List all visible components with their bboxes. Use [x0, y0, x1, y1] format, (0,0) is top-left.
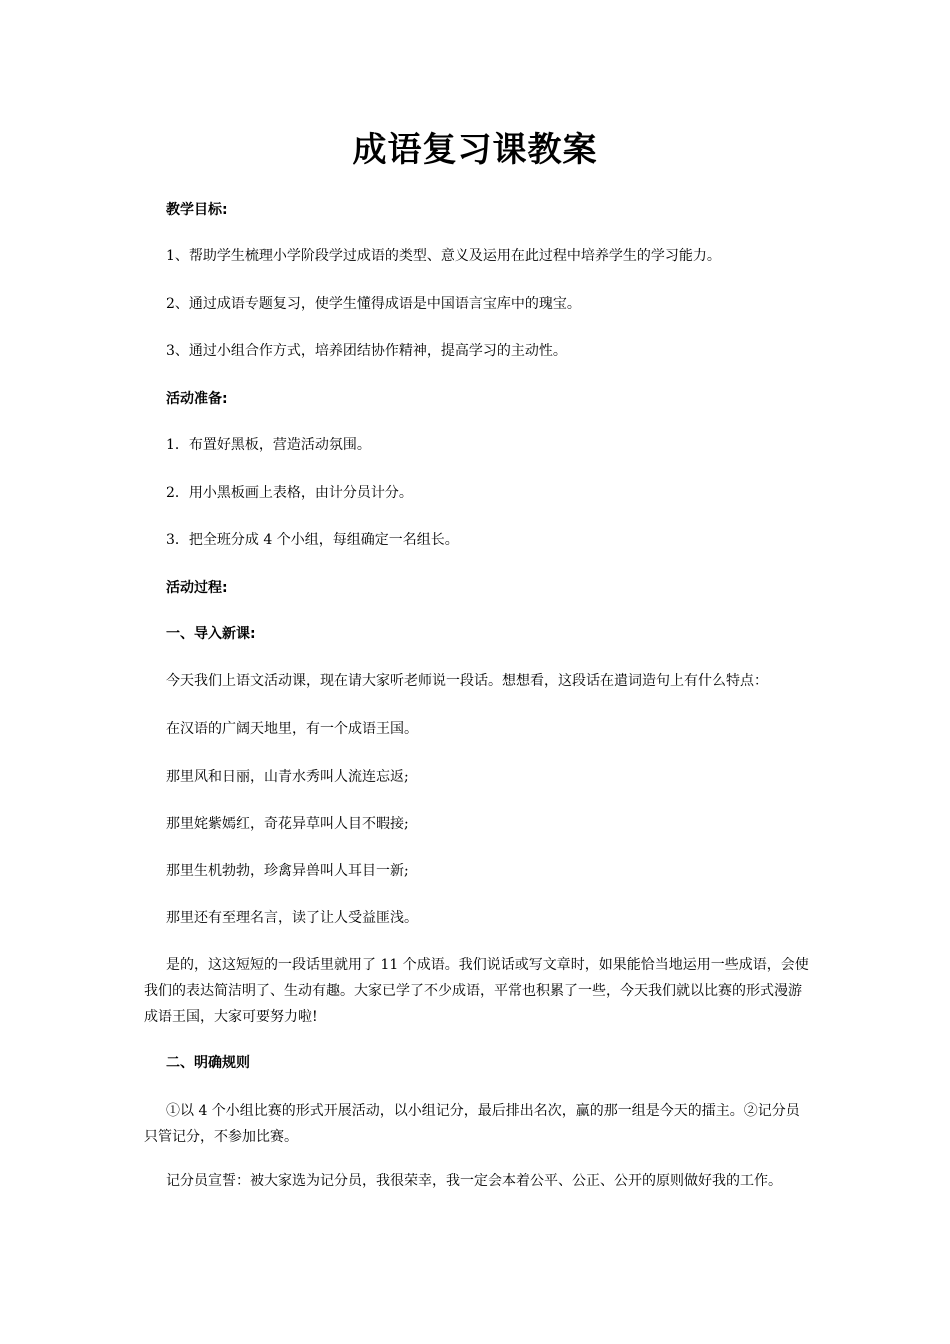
prep-item-1: 1．布置好黑板，营造活动氛围。: [166, 437, 371, 453]
section1-summary: 是的，这这短短的一段话里就用了 11 个成语。我们说话或写文章时，如果能恰当地运用一些成语，会使我们的表达简洁明了、生动有趣。大家已学了不少成语，平常也积累了一些，今天我们就以比赛的形式漫游成语王国，大家可要努力啦!: [144, 957, 809, 1025]
goal-item-1: 1、帮助学生梳理小学阶段学过成语的类型、意义及运用在此过程中培养学生的学习能力。: [166, 248, 721, 264]
section1-heading: 一、导入新课:: [166, 626, 256, 642]
prep-item-2: 2．用小黑板画上表格，由计分员计分。: [166, 485, 413, 501]
goals-heading: 教学目标:: [166, 202, 228, 218]
passage-line-2: 那里风和日丽，山青水秀叫人流连忘返;: [166, 769, 409, 785]
passage-line-5: 那里还有至理名言，读了让人受益匪浅。: [166, 910, 418, 926]
goal-item-2: 2、通过成语专题复习，使学生懂得成语是中国语言宝库中的瑰宝。: [166, 296, 581, 312]
document-title: 成语复习课教案: [352, 130, 598, 170]
process-heading: 活动过程:: [166, 580, 228, 596]
passage-line-1: 在汉语的广阔天地里，有一个成语王国。: [166, 721, 418, 737]
section2-oath: 记分员宣誓：被大家选为记分员，我很荣幸，我一定会本着公平、公正、公开的原则做好我的工作。: [166, 1173, 782, 1189]
section1-intro: 今天我们上语文活动课，现在请大家听老师说一段话。想想看，这段话在遣词造句上有什么特点：: [166, 673, 768, 689]
passage-line-4: 那里生机勃勃，珍禽异兽叫人耳目一新;: [166, 863, 409, 879]
prep-item-3: 3．把全班分成 4 个小组，每组确定一名组长。: [166, 532, 459, 548]
prep-heading: 活动准备:: [166, 391, 228, 407]
section2-heading: 二、明确规则: [166, 1055, 250, 1071]
goal-item-3: 3、通过小组合作方式，培养团结协作精神，提高学习的主动性。: [166, 343, 567, 359]
section2-rules: ①以 4 个小组比赛的形式开展活动，以小组记分，最后排出名次，赢的那一组是今天的擂主。②记分员只管记分，不参加比赛。: [144, 1103, 800, 1145]
passage-line-3: 那里姹紫嫣红，奇花异草叫人目不暇接;: [166, 816, 409, 832]
